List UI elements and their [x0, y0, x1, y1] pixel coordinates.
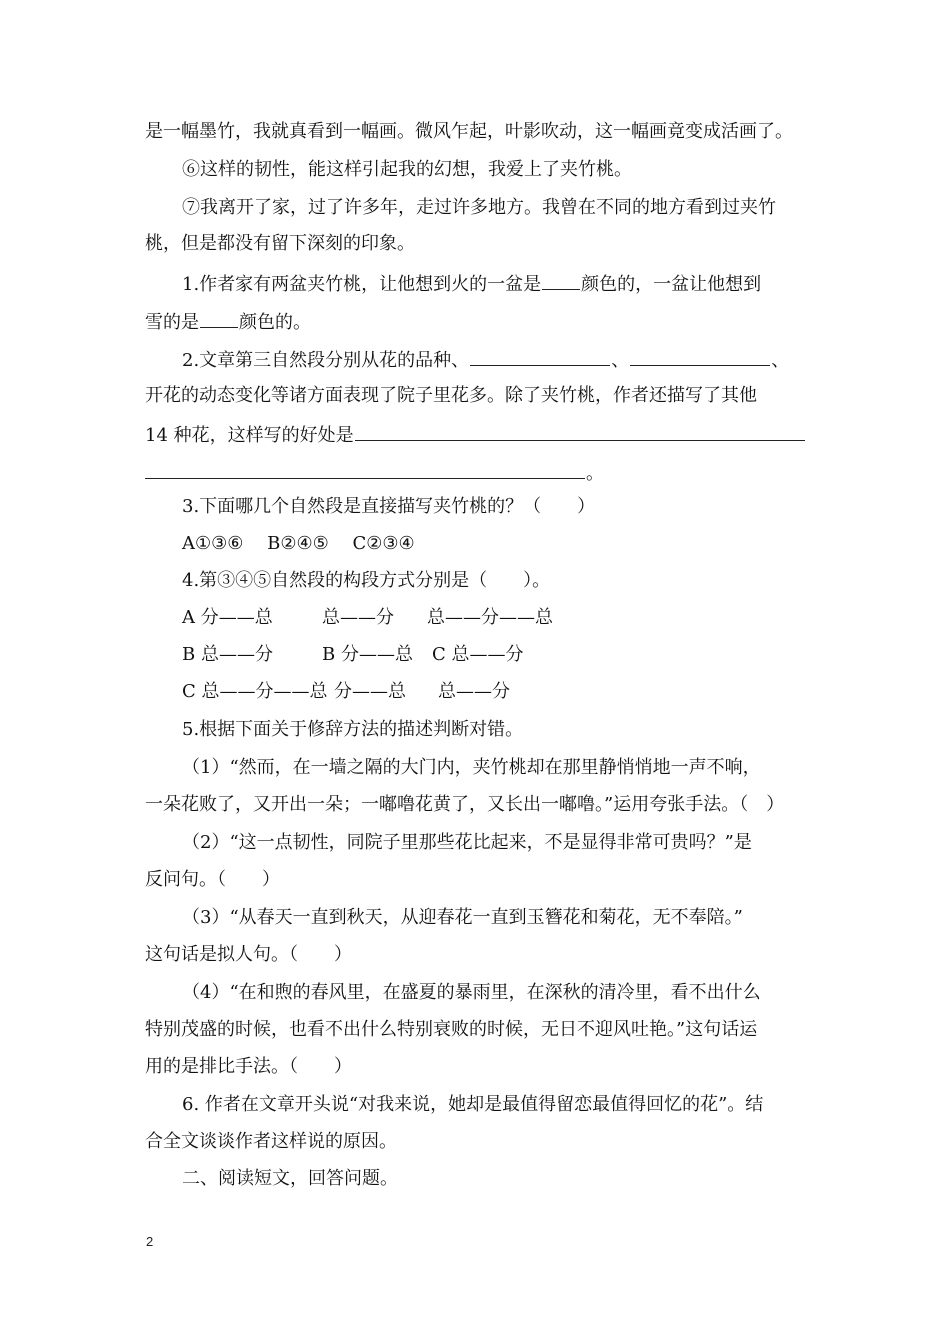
question-5-item-4-line-2: 特别茂盛的时候，也看不出什么特别衰败的时候，无日不迎风吐艳。”这句话运 — [145, 1019, 758, 1040]
question-5-item-3-line-2: 这句话是拟人句。（ ） — [145, 944, 352, 965]
question-5-item-1-line-1: （1）“然而，在一墙之隔的大门内，夹竹桃却在那里静悄悄地一声不响， — [182, 757, 761, 778]
answer-blank-aspect-2[interactable] — [630, 347, 770, 366]
question-2-end-mark: 。 — [586, 463, 604, 484]
paragraph-7-line-2: 桃，但是都没有留下深刻的印象。 — [145, 233, 415, 254]
option-c-part-1: C 总——分——总 — [182, 681, 328, 702]
question-5-item-1-line-2: 一朵花败了，又开出一朵；一嘟噜花黄了，又长出一嘟噜。”运用夸张手法。（ ） — [145, 794, 785, 815]
question-2-text-b: 14 种花，这样写的好处是 — [145, 425, 354, 446]
question-1-text-a: 1.作者家有两盆夹竹桃，让他想到火的一盆是 — [182, 274, 542, 295]
option-b-part-3: C 总——分 — [432, 644, 524, 665]
question-5-item-2-line-1: （2）“这一点韧性，同院子里那些花比起来，不是显得非常可贵吗？”是 — [182, 832, 752, 853]
option-a-part-3: 总——分——总 — [427, 607, 553, 628]
answer-blank-benefit-2[interactable] — [145, 460, 585, 479]
answer-blank-benefit-1[interactable] — [355, 422, 805, 441]
question-2-line-1 — [182, 347, 817, 372]
question-2-sep-1: 、 — [611, 350, 630, 371]
question-2-line-4 — [145, 460, 817, 485]
question-5-item-4-line-1: （4）“在和煦的春风里，在盛夏的暴雨里，在深秋的清冷里，看不出什么 — [182, 982, 761, 1003]
answer-blank-fire-color[interactable] — [542, 271, 580, 290]
answer-blank-snow-color[interactable] — [200, 309, 238, 328]
question-5-item-2-line-2: 反问句。（ ） — [145, 869, 280, 890]
question-5-item-4-line-3: 用的是排比手法。（ ） — [145, 1056, 352, 1077]
question-1-line-2 — [145, 309, 817, 334]
option-b-part-2: B 分——总 — [322, 644, 413, 665]
question-1-text-c: 雪的是 — [145, 312, 199, 333]
question-1-text-b: 颜色的，一盆让他想到 — [581, 274, 762, 295]
question-3-options: A①③⑥ B②④⑤ C②③④ — [182, 533, 415, 554]
paragraph-7-line-1: ⑦我离开了家，过了许多年，走过许多地方。我曾在不同的地方看到过夹竹 — [182, 197, 776, 218]
paragraph-6: ⑥这样的韧性，能这样引起我的幻想，我爱上了夹竹桃。 — [182, 159, 632, 180]
question-6-line-1: 6. 作者在文章开头说“对我来说，她却是最值得留恋最值得回忆的花”。结 — [182, 1094, 764, 1115]
option-c-part-2: 分——总 — [334, 681, 406, 702]
question-4-option-a — [182, 607, 817, 629]
answer-blank-aspect-1[interactable] — [470, 347, 610, 366]
question-2-line-3 — [145, 422, 817, 447]
page-number: 2 — [146, 1234, 154, 1249]
question-1-line-1 — [182, 271, 817, 296]
option-a-part-2: 总——分 — [322, 607, 394, 628]
question-5-stem: 5.根据下面关于修辞方法的描述判断对错。 — [182, 719, 524, 740]
question-2-text-a: 2.文章第三自然段分别从花的品种、 — [182, 350, 470, 371]
section-2-heading: 二、阅读短文，回答问题。 — [182, 1168, 398, 1189]
option-a-part-1: A 分——总 — [182, 607, 273, 628]
option-b-part-1: B 总——分 — [182, 644, 273, 665]
question-4-option-b — [182, 644, 817, 666]
question-4-stem: 4.第③④⑤自然段的构段方式分别是（ ）。 — [182, 570, 551, 591]
question-3-stem: 3.下面哪几个自然段是直接描写夹竹桃的？（ ） — [182, 496, 596, 517]
question-2-line-2: 开花的动态变化等诸方面表现了院子里花多。除了夹竹桃，作者还描写了其他 — [145, 385, 757, 406]
question-2-sep-2: 、 — [771, 350, 790, 371]
paragraph-5-end: 是一幅墨竹，我就真看到一幅画。微风乍起，叶影吹动，这一幅画竟变成活画了。 — [145, 121, 793, 142]
question-5-item-3-line-1: （3）“从春天一直到秋天，从迎春花一直到玉簪花和菊花，无不奉陪。” — [182, 907, 743, 928]
option-c-part-3: 总——分 — [438, 681, 510, 702]
question-4-option-c — [182, 681, 817, 703]
question-6-line-2: 合全文谈谈作者这样说的原因。 — [145, 1131, 397, 1152]
question-1-text-d: 颜色的。 — [239, 312, 311, 333]
